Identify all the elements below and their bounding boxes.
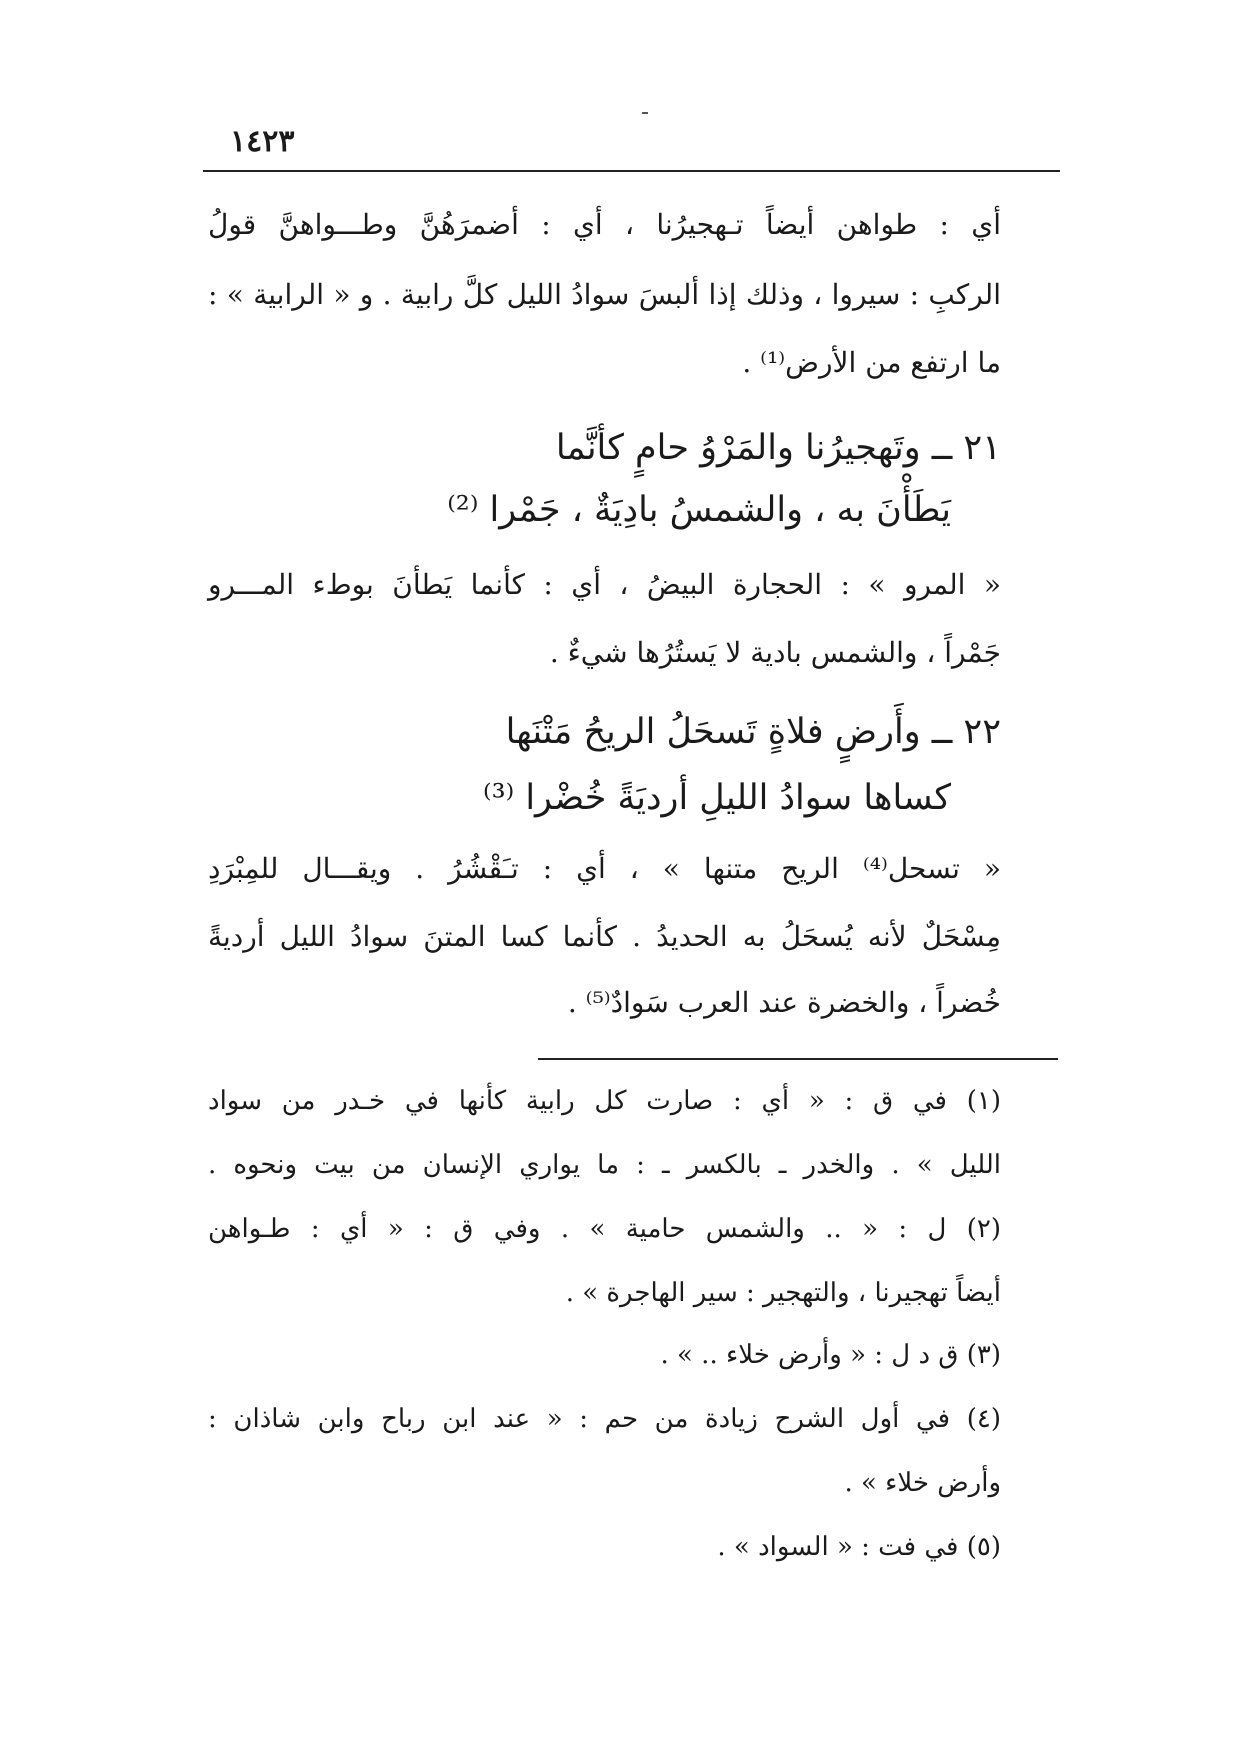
body-line: الركبِ : سيروا ، وذلك إذا ألبسَ سوادُ الليل كلَّ رابية . و « الرابية » :: [208, 278, 1001, 311]
body-line: « تسحل⁽⁴⁾ الريح متنها » ، أي : تـَقْشُرُ . ويقـــال للمِبْرَدِ: [208, 852, 1001, 885]
footnote-line: (١) في ق : « أي : صارت كل رابية كأنها في خـدر من سواد: [208, 1086, 1001, 1116]
body-line: أي : طواهن أيضاً تـهجيرُنا ، أي : أضمرَهُنَّ وطـــواهنَّ قولُ: [208, 208, 1001, 241]
footnote-line: (٣) ق د ل : « وأرض خلاء .. » .: [660, 1340, 1001, 1370]
footnote-rule: [538, 1058, 1058, 1060]
body-line: جَمْراً ، والشمس بادية لا يَستُرُها شيءٌ .: [549, 636, 1001, 669]
ink-speck: [642, 112, 648, 114]
verse-line: ٢٢ ــ وأَرضٍ فلاةٍ تَسحَلُ الريحُ مَتْنَها: [505, 712, 1001, 752]
verse-line: كساها سوادُ الليلِ أرديَةً خُضْرا ⁽³⁾: [482, 778, 951, 818]
body-line: « المرو » : الحجارة البيضُ ، أي : كأنما يَطأنَ بوطء المـــرو: [208, 568, 1001, 601]
footnote-line: الليل » . والخدر ـ بالكسر ـ : ما يواري الإنسان من بيت ونحوه .: [208, 1150, 1001, 1180]
footnote-line: أيضاً تهجيرنا ، والتهجير : سير الهاجرة » .: [565, 1278, 1001, 1308]
body-line: خُضراً ، والخضرة عند العرب سَوادٌ⁽⁵⁾ .: [567, 986, 1001, 1019]
body-line: مِسْحَلٌ لأنه يُسحَلُ به الحديدُ . كأنما كسا المتنَ سوادُ الليل أرديةً: [208, 920, 1001, 953]
footnote-line: (٤) في أول الشرح زيادة من حم : « عند ابن رباح وابن شاذان :: [208, 1404, 1001, 1434]
footnote-line: وأرض خلاء » .: [844, 1468, 1001, 1498]
verse-line: يَطَأْنَ به ، والشمسُ بادِيَةٌ ، جَمْرا ⁽²⁾: [447, 490, 951, 530]
body-line: ما ارتفع من الأرض⁽¹⁾ .: [742, 346, 1001, 379]
verse-line: ٢١ ــ وتَهجيرُنا والمَرْوُ حامٍ كأنَّما: [555, 428, 1001, 468]
footnote-line: (٥) في فت : « السواد » .: [717, 1532, 1001, 1562]
footnote-line: (٢) ل : « .. والشمس حامية » . وفي ق : « أي : طـواهن: [208, 1214, 1001, 1244]
page-number: ١٤٢٣: [230, 124, 295, 159]
header-rule: [203, 170, 1060, 172]
